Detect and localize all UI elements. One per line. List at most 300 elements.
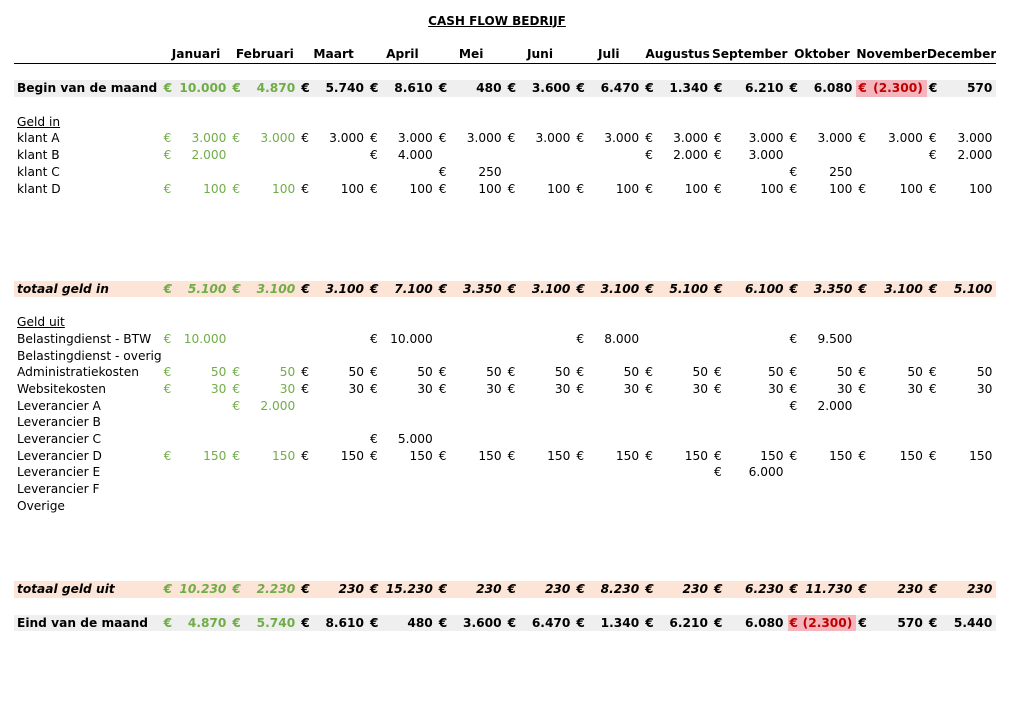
euro-sign bbox=[856, 481, 870, 498]
euro-sign bbox=[856, 147, 870, 164]
euro-sign: € bbox=[789, 181, 798, 196]
cell-value bbox=[802, 348, 857, 365]
euro-sign: € bbox=[788, 615, 802, 632]
cell-value: 3.600 bbox=[520, 80, 575, 97]
euro-sign: € bbox=[301, 181, 309, 196]
euro-sign: € bbox=[645, 131, 653, 146]
euro-sign: € bbox=[576, 365, 585, 380]
euro-sign: € bbox=[856, 281, 870, 298]
euro-sign: € bbox=[928, 381, 937, 396]
euro-sign bbox=[712, 498, 727, 515]
euro-sign: € bbox=[438, 381, 447, 396]
cell-value: 10.000 bbox=[390, 331, 433, 346]
euro-sign bbox=[506, 147, 520, 164]
euro-sign bbox=[712, 414, 727, 431]
spacer-row bbox=[14, 97, 996, 114]
cell-value: 3.000 bbox=[748, 131, 784, 146]
euro-sign: € bbox=[163, 131, 172, 146]
cell-value: 2.000 bbox=[191, 148, 227, 163]
euro-sign: € bbox=[370, 432, 378, 447]
euro-sign bbox=[927, 414, 941, 431]
geld-uit-row bbox=[14, 464, 996, 481]
euro-sign bbox=[643, 331, 657, 348]
euro-sign: € bbox=[713, 148, 722, 163]
cell-value: 3.350 bbox=[451, 281, 506, 298]
cell-value bbox=[941, 348, 996, 365]
euro-sign: € bbox=[645, 148, 653, 163]
cell-value: 230 bbox=[313, 581, 368, 598]
euro-sign bbox=[162, 481, 176, 498]
euro-sign: € bbox=[576, 448, 585, 463]
cell-value: 50 bbox=[554, 365, 571, 380]
spacer-row bbox=[14, 565, 996, 582]
euro-sign: € bbox=[232, 365, 241, 380]
totaal-in-row bbox=[14, 281, 996, 298]
euro-sign: € bbox=[789, 398, 798, 413]
euro-sign: € bbox=[928, 448, 937, 463]
euro-sign: € bbox=[163, 148, 172, 163]
cell-value: 3.000 bbox=[957, 131, 993, 146]
euro-sign bbox=[788, 431, 802, 448]
euro-sign bbox=[506, 164, 520, 181]
cell-value: 3.000 bbox=[673, 131, 708, 146]
euro-sign bbox=[368, 481, 382, 498]
euro-sign bbox=[856, 414, 870, 431]
euro-sign: € bbox=[645, 448, 653, 463]
euro-sign: € bbox=[163, 331, 172, 346]
cell-value bbox=[871, 481, 927, 498]
euro-sign bbox=[856, 498, 870, 515]
cell-value bbox=[451, 398, 506, 415]
euro-sign: € bbox=[712, 581, 727, 598]
cell-value bbox=[941, 481, 996, 498]
euro-sign: € bbox=[506, 80, 520, 97]
euro-sign bbox=[437, 414, 451, 431]
cell-value bbox=[941, 398, 996, 415]
cell-value: 150 bbox=[203, 448, 227, 463]
cell-value bbox=[727, 331, 787, 348]
cell-value bbox=[313, 414, 368, 431]
cell-value: 2.000 bbox=[673, 148, 708, 163]
euro-sign bbox=[230, 331, 244, 348]
euro-sign: € bbox=[368, 80, 382, 97]
euro-sign bbox=[368, 414, 382, 431]
euro-sign bbox=[299, 431, 313, 448]
cell-value bbox=[657, 481, 712, 498]
cell-value bbox=[244, 414, 299, 431]
euro-sign: € bbox=[370, 181, 378, 196]
euro-sign: € bbox=[858, 448, 867, 463]
month-header: Mei bbox=[437, 46, 506, 63]
euro-sign bbox=[788, 147, 802, 164]
cell-value: 6.080 bbox=[727, 615, 787, 632]
geld-uit-row bbox=[14, 398, 996, 415]
euro-sign: € bbox=[789, 131, 798, 146]
cell-value bbox=[871, 431, 927, 448]
cell-value bbox=[244, 498, 299, 515]
euro-sign bbox=[230, 164, 244, 181]
cell-value bbox=[588, 464, 643, 481]
cell-value: 100 bbox=[899, 181, 923, 196]
month-header: Oktober bbox=[788, 46, 857, 63]
euro-sign: € bbox=[370, 131, 378, 146]
euro-sign: € bbox=[506, 615, 520, 632]
section-header-geld-uit bbox=[14, 314, 996, 331]
cell-value: 3.000 bbox=[191, 131, 227, 146]
euro-sign: € bbox=[576, 181, 585, 196]
cell-value bbox=[802, 464, 857, 481]
spacer-row bbox=[14, 214, 996, 231]
cell-value: 3.000 bbox=[748, 148, 784, 163]
euro-sign: € bbox=[645, 181, 653, 196]
euro-sign: € bbox=[856, 615, 870, 632]
cell-value: 3.100 bbox=[588, 281, 643, 298]
row-label: totaal geld uit bbox=[14, 581, 162, 598]
cell-value: 100 bbox=[829, 181, 853, 196]
month-header: November bbox=[856, 46, 926, 63]
euro-sign bbox=[712, 331, 727, 348]
euro-sign: € bbox=[162, 281, 176, 298]
euro-sign bbox=[230, 464, 244, 481]
month-header: April bbox=[368, 46, 437, 63]
cell-value bbox=[313, 431, 368, 448]
cashflow-table bbox=[14, 46, 996, 631]
euro-sign bbox=[299, 164, 313, 181]
cell-value bbox=[727, 414, 787, 431]
euro-sign: € bbox=[928, 365, 937, 380]
euro-sign bbox=[162, 348, 176, 365]
cell-value bbox=[520, 164, 575, 181]
euro-sign: € bbox=[574, 281, 588, 298]
cell-value: 230 bbox=[451, 581, 506, 598]
euro-sign bbox=[299, 464, 313, 481]
euro-sign: € bbox=[230, 80, 244, 97]
cell-value bbox=[313, 348, 368, 365]
month-header: December bbox=[927, 46, 997, 63]
cell-value bbox=[802, 414, 857, 431]
euro-sign: € bbox=[574, 80, 588, 97]
row-label: klant B bbox=[17, 148, 60, 163]
euro-sign: € bbox=[299, 581, 313, 598]
euro-sign bbox=[506, 464, 520, 481]
cell-value: 2.000 bbox=[957, 148, 993, 163]
euro-sign: € bbox=[438, 131, 447, 146]
row-label: klant A bbox=[17, 131, 60, 146]
euro-sign: € bbox=[712, 615, 727, 632]
euro-sign: € bbox=[368, 281, 382, 298]
cell-value bbox=[727, 481, 787, 498]
euro-sign: € bbox=[927, 80, 941, 97]
cell-value bbox=[588, 414, 643, 431]
cell-value bbox=[727, 348, 787, 365]
euro-sign bbox=[574, 498, 588, 515]
euro-sign: € bbox=[437, 281, 451, 298]
cell-value: 150 bbox=[760, 448, 784, 463]
cell-value: 50 bbox=[348, 365, 364, 380]
euro-sign bbox=[368, 348, 382, 365]
euro-sign bbox=[368, 398, 382, 415]
geld-uit-row bbox=[14, 348, 996, 365]
cell-value: 30 bbox=[836, 381, 853, 396]
row-label: totaal geld in bbox=[14, 281, 162, 298]
euro-sign: € bbox=[301, 381, 309, 396]
cell-value: 3.000 bbox=[260, 131, 296, 146]
euro-sign bbox=[230, 481, 244, 498]
cell-value bbox=[520, 431, 575, 448]
euro-sign bbox=[643, 348, 657, 365]
cell-value bbox=[520, 414, 575, 431]
cell-value: 30 bbox=[486, 381, 502, 396]
euro-sign bbox=[712, 398, 727, 415]
cell-value: 2.000 bbox=[260, 398, 296, 413]
euro-sign bbox=[927, 331, 941, 348]
cell-value bbox=[313, 164, 368, 181]
euro-sign bbox=[856, 431, 870, 448]
euro-sign: € bbox=[507, 181, 516, 196]
cell-value: 100 bbox=[969, 181, 993, 196]
cell-value: 30 bbox=[210, 381, 227, 396]
euro-sign: € bbox=[858, 131, 867, 146]
cell-value: 6.080 bbox=[802, 80, 857, 97]
euro-sign bbox=[437, 464, 451, 481]
cell-value: 4.000 bbox=[397, 148, 433, 163]
cell-value bbox=[588, 431, 643, 448]
month-header: Januari bbox=[162, 46, 231, 63]
cell-value bbox=[382, 464, 437, 481]
cell-value: 570 bbox=[871, 615, 927, 632]
cell-value bbox=[802, 147, 857, 164]
cell-value bbox=[313, 481, 368, 498]
euro-sign bbox=[927, 498, 941, 515]
euro-sign: € bbox=[788, 581, 802, 598]
cell-value: 480 bbox=[382, 615, 437, 632]
euro-sign: € bbox=[370, 381, 378, 396]
cell-value bbox=[313, 498, 368, 515]
cell-value: 6.000 bbox=[748, 465, 784, 480]
cell-value bbox=[382, 164, 437, 181]
euro-sign bbox=[299, 481, 313, 498]
cell-value bbox=[871, 464, 927, 481]
cell-value bbox=[244, 147, 299, 164]
euro-sign bbox=[927, 464, 941, 481]
euro-sign: € bbox=[856, 80, 870, 97]
euro-sign: € bbox=[856, 581, 870, 598]
euro-sign bbox=[230, 498, 244, 515]
cell-value: 30 bbox=[768, 381, 784, 396]
euro-sign: € bbox=[163, 181, 172, 196]
cell-value: 150 bbox=[684, 448, 708, 463]
cell-value bbox=[244, 481, 299, 498]
euro-sign bbox=[368, 164, 382, 181]
euro-sign bbox=[506, 398, 520, 415]
euro-sign bbox=[574, 481, 588, 498]
month-header: Juni bbox=[506, 46, 575, 63]
euro-sign: € bbox=[301, 448, 309, 463]
cell-value bbox=[520, 331, 575, 348]
euro-sign bbox=[162, 431, 176, 448]
row-label: Leverancier E bbox=[17, 465, 101, 480]
geld-uit-row bbox=[14, 381, 996, 398]
row-label: Leverancier C bbox=[17, 432, 101, 447]
cell-value: 100 bbox=[760, 181, 784, 196]
cell-value bbox=[657, 331, 712, 348]
row-label: Belastingdienst - overig bbox=[17, 348, 162, 363]
cell-value bbox=[727, 498, 787, 515]
cell-value: (2.300) bbox=[871, 80, 927, 97]
month-header: Juli bbox=[574, 46, 643, 63]
cell-value bbox=[451, 147, 506, 164]
cell-value bbox=[451, 498, 506, 515]
cell-value bbox=[520, 481, 575, 498]
row-label: Belastingdienst - BTW bbox=[17, 331, 152, 346]
cell-value: 100 bbox=[684, 181, 708, 196]
row-label: Eind van de maand bbox=[14, 615, 162, 632]
euro-sign: € bbox=[643, 281, 657, 298]
geld-uit-row bbox=[14, 498, 996, 515]
euro-sign bbox=[788, 481, 802, 498]
cell-value: 4.870 bbox=[244, 80, 299, 97]
cell-value bbox=[588, 481, 643, 498]
euro-sign bbox=[712, 164, 727, 181]
cell-value bbox=[588, 498, 643, 515]
cell-value: 250 bbox=[829, 164, 853, 179]
cell-value: 50 bbox=[768, 365, 784, 380]
cell-value: 150 bbox=[899, 448, 923, 463]
euro-sign bbox=[927, 431, 941, 448]
cell-value: 230 bbox=[520, 581, 575, 598]
euro-sign bbox=[230, 414, 244, 431]
euro-sign bbox=[437, 147, 451, 164]
euro-sign: € bbox=[438, 365, 447, 380]
euro-sign bbox=[299, 147, 313, 164]
cell-value: 2.230 bbox=[244, 581, 299, 598]
cell-value bbox=[802, 431, 857, 448]
cell-value: 9.500 bbox=[817, 331, 853, 346]
euro-sign: € bbox=[438, 181, 447, 196]
cell-value: 100 bbox=[615, 181, 640, 196]
cell-value bbox=[941, 498, 996, 515]
euro-sign: € bbox=[928, 131, 937, 146]
euro-sign: € bbox=[789, 331, 798, 346]
euro-sign: € bbox=[506, 281, 520, 298]
cell-value: 3.100 bbox=[313, 281, 368, 298]
cell-value: 6.100 bbox=[727, 281, 787, 298]
cell-value: 1.340 bbox=[588, 615, 643, 632]
euro-sign: € bbox=[506, 581, 520, 598]
cell-value: 3.000 bbox=[397, 131, 433, 146]
cell-value: 3.000 bbox=[817, 131, 853, 146]
cell-value bbox=[520, 348, 575, 365]
euro-sign bbox=[574, 464, 588, 481]
cell-value bbox=[244, 464, 299, 481]
euro-sign: € bbox=[437, 615, 451, 632]
cell-value bbox=[313, 398, 368, 415]
euro-sign: € bbox=[576, 381, 585, 396]
euro-sign: € bbox=[789, 381, 798, 396]
euro-sign bbox=[574, 147, 588, 164]
cell-value bbox=[588, 348, 643, 365]
euro-sign: € bbox=[438, 164, 447, 179]
cell-value: 5.100 bbox=[657, 281, 712, 298]
cell-value: 3.100 bbox=[520, 281, 575, 298]
euro-sign bbox=[506, 331, 520, 348]
totaal-uit-row bbox=[14, 581, 996, 598]
cell-value: 150 bbox=[969, 448, 993, 463]
euro-sign: € bbox=[574, 615, 588, 632]
month-header: Februari bbox=[230, 46, 299, 63]
euro-sign bbox=[712, 431, 727, 448]
cell-value bbox=[451, 481, 506, 498]
euro-sign: € bbox=[645, 381, 653, 396]
cell-value bbox=[451, 414, 506, 431]
euro-sign: € bbox=[928, 181, 937, 196]
begin-row bbox=[14, 80, 996, 97]
euro-sign: € bbox=[507, 381, 516, 396]
cell-value bbox=[941, 164, 996, 181]
cell-value bbox=[727, 164, 787, 181]
euro-sign: € bbox=[858, 381, 867, 396]
euro-sign bbox=[230, 431, 244, 448]
row-label: Begin van de maand bbox=[14, 80, 162, 97]
euro-sign bbox=[299, 498, 313, 515]
geld-uit-row bbox=[14, 364, 996, 381]
euro-sign: € bbox=[232, 131, 241, 146]
cell-value bbox=[727, 398, 787, 415]
cell-value: 30 bbox=[279, 381, 296, 396]
cell-value bbox=[657, 348, 712, 365]
euro-sign bbox=[162, 498, 176, 515]
euro-sign bbox=[162, 464, 176, 481]
spacer-row bbox=[14, 231, 996, 248]
cell-value: 150 bbox=[340, 448, 364, 463]
eind-row bbox=[14, 615, 996, 632]
cell-value: 5.100 bbox=[941, 281, 996, 298]
spacer-row bbox=[14, 515, 996, 532]
euro-sign: € bbox=[643, 615, 657, 632]
euro-sign: € bbox=[163, 381, 172, 396]
cell-value bbox=[802, 481, 857, 498]
euro-sign bbox=[643, 164, 657, 181]
row-label: Overige bbox=[17, 498, 65, 513]
spacer-row bbox=[14, 247, 996, 264]
cell-value bbox=[382, 414, 437, 431]
section-title: Geld uit bbox=[17, 315, 65, 330]
euro-sign bbox=[368, 498, 382, 515]
geld-uit-row bbox=[14, 414, 996, 431]
euro-sign bbox=[643, 481, 657, 498]
cell-value: 30 bbox=[348, 381, 364, 396]
cell-value bbox=[657, 414, 712, 431]
euro-sign bbox=[856, 331, 870, 348]
euro-sign bbox=[788, 464, 802, 481]
cell-value: 6.210 bbox=[727, 80, 787, 97]
cell-value: 100 bbox=[478, 181, 502, 196]
row-label: Leverancier F bbox=[17, 482, 100, 497]
row-label: Websitekosten bbox=[17, 381, 107, 396]
cell-value: 3.000 bbox=[887, 131, 923, 146]
geld-uit-row bbox=[14, 481, 996, 498]
euro-sign bbox=[856, 464, 870, 481]
euro-sign: € bbox=[163, 365, 172, 380]
euro-sign bbox=[437, 348, 451, 365]
cell-value: 50 bbox=[486, 365, 502, 380]
cell-value: 100 bbox=[409, 181, 433, 196]
cell-value: 8.000 bbox=[604, 331, 640, 346]
cell-value bbox=[520, 398, 575, 415]
euro-sign: € bbox=[712, 281, 727, 298]
euro-sign bbox=[162, 164, 176, 181]
euro-sign bbox=[574, 431, 588, 448]
